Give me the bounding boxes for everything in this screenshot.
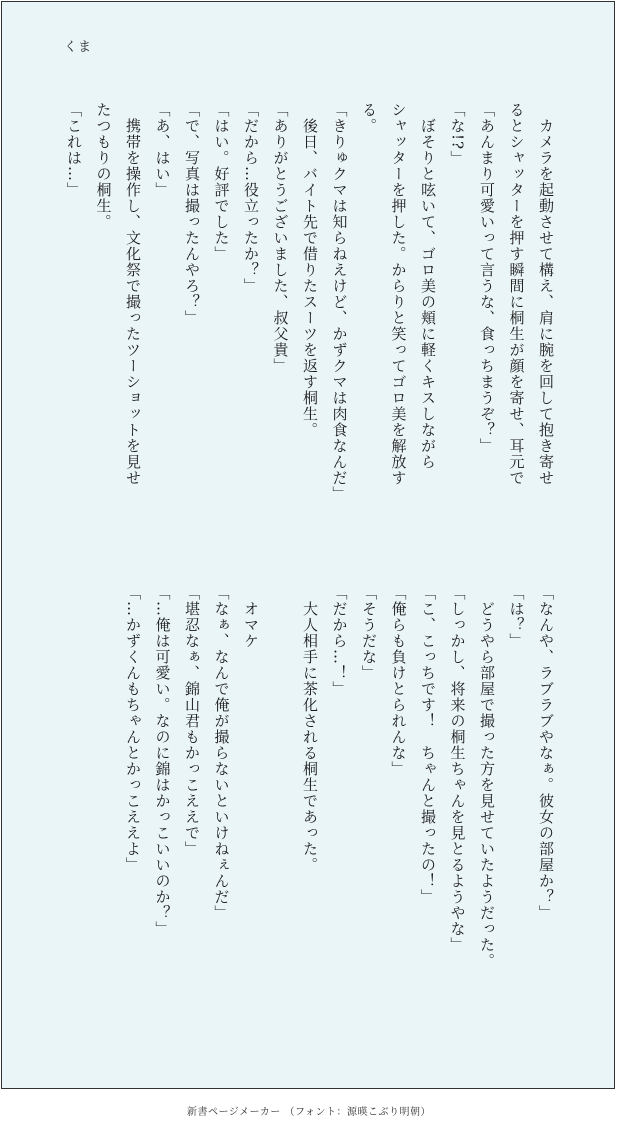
text-line: 「あ、はい」 [153,102,172,198]
text-line: 「そうだな」 [360,585,378,681]
text-line: どうやら部屋で撮った方を見せていたようだった。 [478,585,496,969]
footer-credit: 新書ページメーカー （フォント：源暎こぶり明朝） [187,1107,431,1118]
text-line: 「は？」 [507,585,526,649]
text-line: 「…俺は可愛い。なのに錦はかっこいいのか？」 [153,585,172,937]
text-line: 「な!?」 [448,102,467,167]
text-line: 「で、写真は撮ったんやろ？」 [183,102,201,326]
text-line [265,585,295,1025]
text-line: 「なんや、ラブラブやなぁ。彼女の部屋か？」 [537,585,555,921]
text-line: 「だから…役立ったか？」 [242,102,260,294]
novel-page [1,1,615,1089]
text-line: 「あんまり可愛いって言うな、食っちまうぞ？」 [478,102,496,454]
text-block-bottom [118,585,561,1025]
text-line: 「きりゅクマは知らねえけど、かずクマは肉食なんだ」 [330,102,349,502]
text-line: 「俺らも負けとられんな」 [389,585,408,777]
text-line: 「これは…」 [65,102,83,198]
text-line: シャッターを押した。からりと笑ってゴロ美を解放す [389,102,408,486]
text-line: 「こ、こっちです！ ちゃんと撮ったの！」 [419,585,437,905]
text-line: オマケ [242,585,260,649]
author-name: くま [64,40,93,55]
text-line: ぼそりと呟いて、ゴロ美の頬に軽くキスしながら [419,102,437,470]
text-line: 「ありがとうございました、叔父貴」 [271,102,290,374]
text-line: 「はい。好評でした」 [212,102,231,262]
text-line: るとシャッターを押す瞬間に桐生が顔を寄せ、耳元で [507,102,526,486]
text-line: 「堪忍なぁ、錦山君もかっこええで」 [183,585,201,857]
text-line: 後日、バイト先で借りたスーツを返す桐生。 [301,102,319,438]
text-line: 大人相手に茶化される桐生であった。 [301,585,319,873]
text-line: 携帯を操作し、文化祭で撮ったツーショットを見せ [124,102,142,486]
text-line: 「しっかし、将来の桐生ちゃんを見とるようやな」 [448,585,467,953]
text-line: 「…かずくんもちゃんとかっこええよ」 [124,585,142,873]
text-block-top [59,102,561,542]
text-line: たつもりの桐生。 [94,102,113,230]
text-line: カメラを起動させて構え、肩に腕を回して抱き寄せ [537,102,555,486]
text-line: 「なぁ、なんで俺が撮らないといけねぇんだ」 [212,585,231,921]
text-line: 「だから…！」 [330,585,349,697]
text-line: る。 [360,102,378,134]
